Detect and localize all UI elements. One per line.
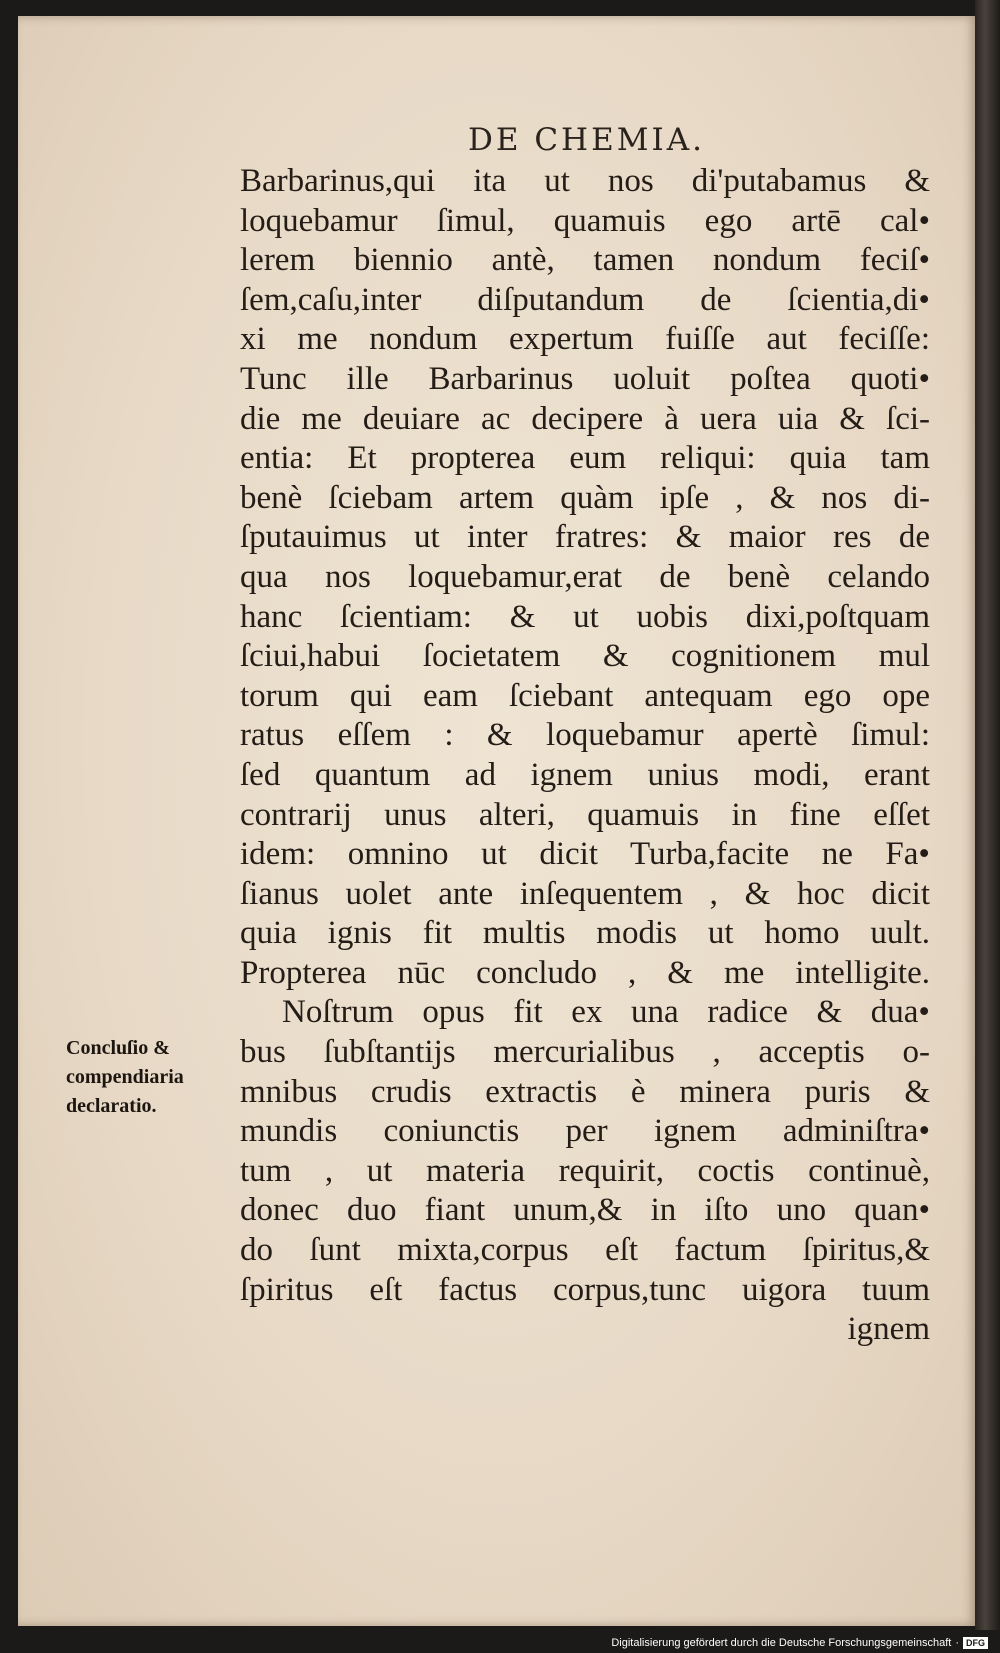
- text-line: mnibus crudis extractis è minera puris &: [240, 1073, 930, 1110]
- text-line: bus ſubſtantijs mercurialibus , acceptis o-: [240, 1034, 930, 1071]
- text-line: donec duo fiant unum,& in iſto uno quan•: [240, 1192, 930, 1229]
- margin-note-line: compendiaria: [66, 1066, 184, 1088]
- text-line: ſed quantum ad ignem unius modi, erant: [240, 756, 930, 793]
- text-line: Barbarinus,qui ita ut nos di'putabamus &: [240, 163, 930, 199]
- dfg-logo-icon: DFG: [963, 1637, 988, 1649]
- text-line: ſputauimus ut inter fratres: & maior res de: [240, 519, 930, 556]
- text-line: lerem biennio antè, tamen nondum feciſ•: [240, 242, 930, 279]
- text-line: do ſunt mixta,corpus eſt factum ſpiritus,&: [240, 1232, 930, 1269]
- text-line: entia: Et propterea eum reliqui: quia tam: [240, 440, 930, 477]
- text-line: tum , ut materia requirit, coctis continuè,: [240, 1152, 930, 1189]
- text-line: ignem: [847, 1311, 930, 1348]
- margin-note-line: Concluſio &: [66, 1037, 170, 1059]
- text-line: loquebamur ſimul, quamuis ego artē cal•: [240, 202, 930, 239]
- text-line: quia ignis fit multis modis ut homo uult.: [240, 915, 930, 952]
- text-line: mundis coniunctis per ignem adminiſtra•: [240, 1113, 930, 1150]
- margin-note-line: declaratio.: [66, 1095, 157, 1117]
- text-line: die me deuiare ac decipere à uera uia & ſci-: [240, 400, 930, 437]
- page-edge-shadow: [975, 0, 1000, 1630]
- digitization-credit: Digitalisierung gefördert durch die Deutsche Forschungsgemeinschaft · DFG: [611, 1637, 988, 1649]
- running-head: DE CHEMIA.: [468, 122, 705, 158]
- text-line: Tunc ille Barbarinus uoluit poſtea quoti•: [240, 360, 930, 397]
- text-line: ratus eſſem : & loquebamur apertè ſimul:: [240, 717, 930, 754]
- text-line: Propterea nūc concludo , & me intelligite.: [240, 954, 930, 991]
- text-line: idem: omnino ut dicit Turba,facite ne Fa•: [240, 836, 930, 873]
- text-line: contrarij unus alteri, quamuis in fine eſſet: [240, 796, 930, 833]
- text-line: ſianus uolet ante inſequentem , & hoc dicit: [240, 875, 930, 912]
- text-line: ſpiritus eſt factus corpus,tunc uigora tuum: [240, 1271, 930, 1308]
- text-line: Noſtrum opus fit ex una radice & dua•: [282, 994, 930, 1031]
- text-line: benè ſciebam artem quàm ipſe , & nos di-: [240, 479, 930, 516]
- margin-note: [66, 1034, 246, 1121]
- text-line: ſciui,habui ſocietatem & cognitionem mul: [240, 638, 930, 675]
- credit-text: Digitalisierung gefördert durch die Deutsche Forschungsgemeinschaft: [611, 1637, 952, 1649]
- body-text: [240, 162, 930, 1350]
- text-line: ſem,caſu,inter diſputandum de ſcientia,di•: [240, 281, 930, 318]
- text-line: torum qui eam ſciebant antequam ego ope: [240, 677, 930, 714]
- text-line: qua nos loquebamur,erat de benè celando: [240, 558, 930, 595]
- text-line: hanc ſcientiam: & ut uobis dixi,poſtquam: [240, 598, 930, 635]
- text-line: xi me nondum expertum fuiſſe aut feciſſe:: [240, 321, 930, 358]
